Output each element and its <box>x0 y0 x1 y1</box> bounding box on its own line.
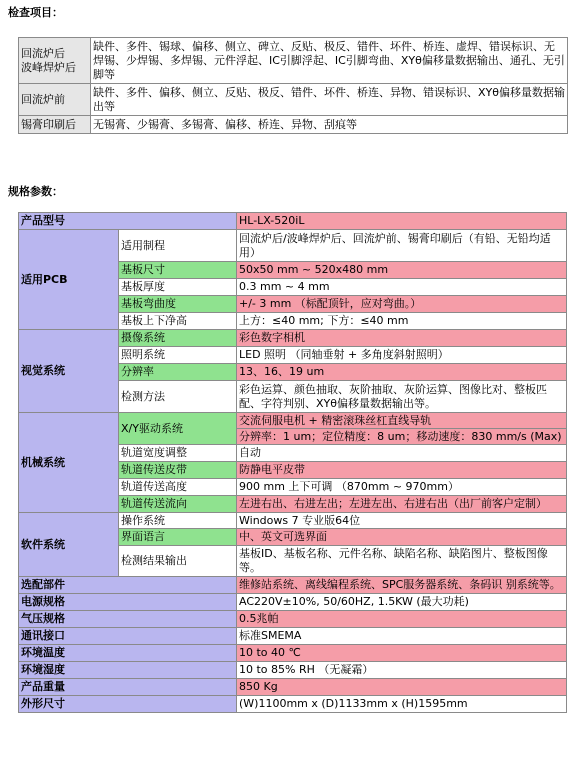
table-row <box>19 230 567 262</box>
spec-value: LED 照明 （同轴垂射 + 多角度斜射照明） <box>237 347 567 364</box>
specs-table <box>18 212 567 713</box>
spec-sub-label: 轨道传送流向 <box>119 496 237 513</box>
spec-value: (W)1100mm x (D)1133mm x (H)1595mm <box>237 696 567 713</box>
spec-sub-label: X/Y驱动系统 <box>119 413 237 445</box>
spec-sub-label: 检测结果输出 <box>119 546 237 577</box>
spec-value: 上方：≤40 mm; 下方：≤40 mm <box>237 313 567 330</box>
spec-value: 标准SMEMA <box>237 628 567 645</box>
spec-value: 左进右出、右进左出；左进左出、右进右出（出厂前客户定制） <box>237 496 567 513</box>
spec-sub-label: 适用制程 <box>119 230 237 262</box>
table-row <box>19 116 568 134</box>
table-row <box>19 513 567 529</box>
spec-value: +/- 3 mm （标配顶针，应对弯曲。） <box>237 296 567 313</box>
table-row <box>19 84 568 116</box>
stage-label: 回流炉前 <box>19 84 91 116</box>
spec-sub-label: 基板厚度 <box>119 279 237 296</box>
spec-value: 防静电平皮带 <box>237 462 567 479</box>
spec-sub-label: 基板尺寸 <box>119 262 237 279</box>
spec-value: Windows 7 专业版64位 <box>237 513 567 529</box>
spec-sub-label: 基板上下净高 <box>119 313 237 330</box>
inspection-items: 无锡膏、少锡膏、多锡膏、偏移、桥连、异物、刮痕等 <box>91 116 568 134</box>
spec-value: 基板ID、基板名称、元件名称、缺陷名称、缺陷图片、整板图像等。 <box>237 546 567 577</box>
spec-sub-label: 检测方法 <box>119 381 237 413</box>
table-row <box>19 330 567 347</box>
table-row <box>19 213 567 230</box>
stage-label: 回流炉后 波峰焊炉后 <box>19 38 91 84</box>
table-row <box>19 662 567 679</box>
spec-category: 机械系统 <box>19 413 119 513</box>
inspection-heading: 检查项目： <box>8 6 63 19</box>
table-row <box>19 679 567 696</box>
spec-sub-label: 轨道宽度调整 <box>119 445 237 462</box>
spec-value: 850 Kg <box>237 679 567 696</box>
spec-category: 产品重量 <box>19 679 237 696</box>
spec-sub-label: 轨道传送皮带 <box>119 462 237 479</box>
spec-sub-label: 轨道传送高度 <box>119 479 237 496</box>
spec-sub-label: 操作系统 <box>119 513 237 529</box>
spec-sub-label: 摄像系统 <box>119 330 237 347</box>
spec-category: 适用PCB <box>19 230 119 330</box>
spec-value: 13、16、19 um <box>237 364 567 381</box>
table-row <box>19 628 567 645</box>
spec-value: 0.5兆帕 <box>237 611 567 628</box>
spec-sub-label: 界面语言 <box>119 529 237 546</box>
stage-label: 锡膏印刷后 <box>19 116 91 134</box>
spec-value: AC220V±10%, 50/60HZ, 1.5KW (最大功耗) <box>237 594 567 611</box>
table-row <box>19 38 568 84</box>
spec-value: 交流伺服电机 + 精密滚珠丝杠直线导轨 <box>237 413 567 429</box>
spec-value: 900 mm 上下可调 （870mm ~ 970mm） <box>237 479 567 496</box>
table-row <box>19 594 567 611</box>
table-row <box>19 577 567 594</box>
spec-value: 彩色运算、颜色抽取、灰阶抽取、灰阶运算、图像比对、整板匹配、字符判别、XYθ偏移量数据输出等。 <box>237 381 567 413</box>
spec-value: 中、英文可选界面 <box>237 529 567 546</box>
spec-value: 自动 <box>237 445 567 462</box>
spec-value: 10 to 40 ℃ <box>237 645 567 662</box>
spec-value: HL-LX-520iL <box>237 213 567 230</box>
inspection-table <box>18 37 568 134</box>
spec-sub-label: 照明系统 <box>119 347 237 364</box>
spec-value: 50x50 mm ~ 520x480 mm <box>237 262 567 279</box>
inspection-items: 缺件、多件、偏移、侧立、反贴、极反、错件、坏件、桥连、异物、错误标识、XYθ偏移量数据输出等 <box>91 84 568 116</box>
spec-category: 软件系统 <box>19 513 119 577</box>
spec-sub-label: 基板弯曲度 <box>119 296 237 313</box>
spec-value: 彩色数字相机 <box>237 330 567 347</box>
spec-category: 气压规格 <box>19 611 237 628</box>
spec-value: 10 to 85% RH （无凝霜） <box>237 662 567 679</box>
table-row <box>19 696 567 713</box>
spec-category: 视觉系统 <box>19 330 119 413</box>
table-row <box>19 611 567 628</box>
table-row <box>19 645 567 662</box>
spec-sub-label: 分辨率 <box>119 364 237 381</box>
inspection-items: 缺件、多件、锡球、偏移、侧立、碑立、反贴、极反、错件、坏件、桥连、虚焊、错误标识、无焊锡、少焊锡、多焊锡、元件浮起、IC引脚浮起、IC引脚弯曲、XYθ偏移量数据输出、通孔、无引脚等 <box>91 38 568 84</box>
table-row <box>19 413 567 429</box>
spec-category: 电源规格 <box>19 594 237 611</box>
spec-category: 环境温度 <box>19 645 237 662</box>
spec-category: 外形尺寸 <box>19 696 237 713</box>
spec-value: 回流炉后/波峰焊炉后、回流炉前、锡膏印刷后（有铅、无铅均适用） <box>237 230 567 262</box>
spec-value: 分辨率：1 um；定位精度：8 um；移动速度：830 mm/s (Max) <box>237 429 567 445</box>
specs-heading: 规格参数： <box>8 185 63 198</box>
spec-value: 维修站系统、离线编程系统、SPC服务器系统、条码识 别系统等。 <box>237 577 567 594</box>
spec-category: 选配部件 <box>19 577 237 594</box>
spec-category: 产品型号 <box>19 213 237 230</box>
spec-value: 0.3 mm ~ 4 mm <box>237 279 567 296</box>
spec-category: 环境湿度 <box>19 662 237 679</box>
spec-category: 通讯接口 <box>19 628 237 645</box>
